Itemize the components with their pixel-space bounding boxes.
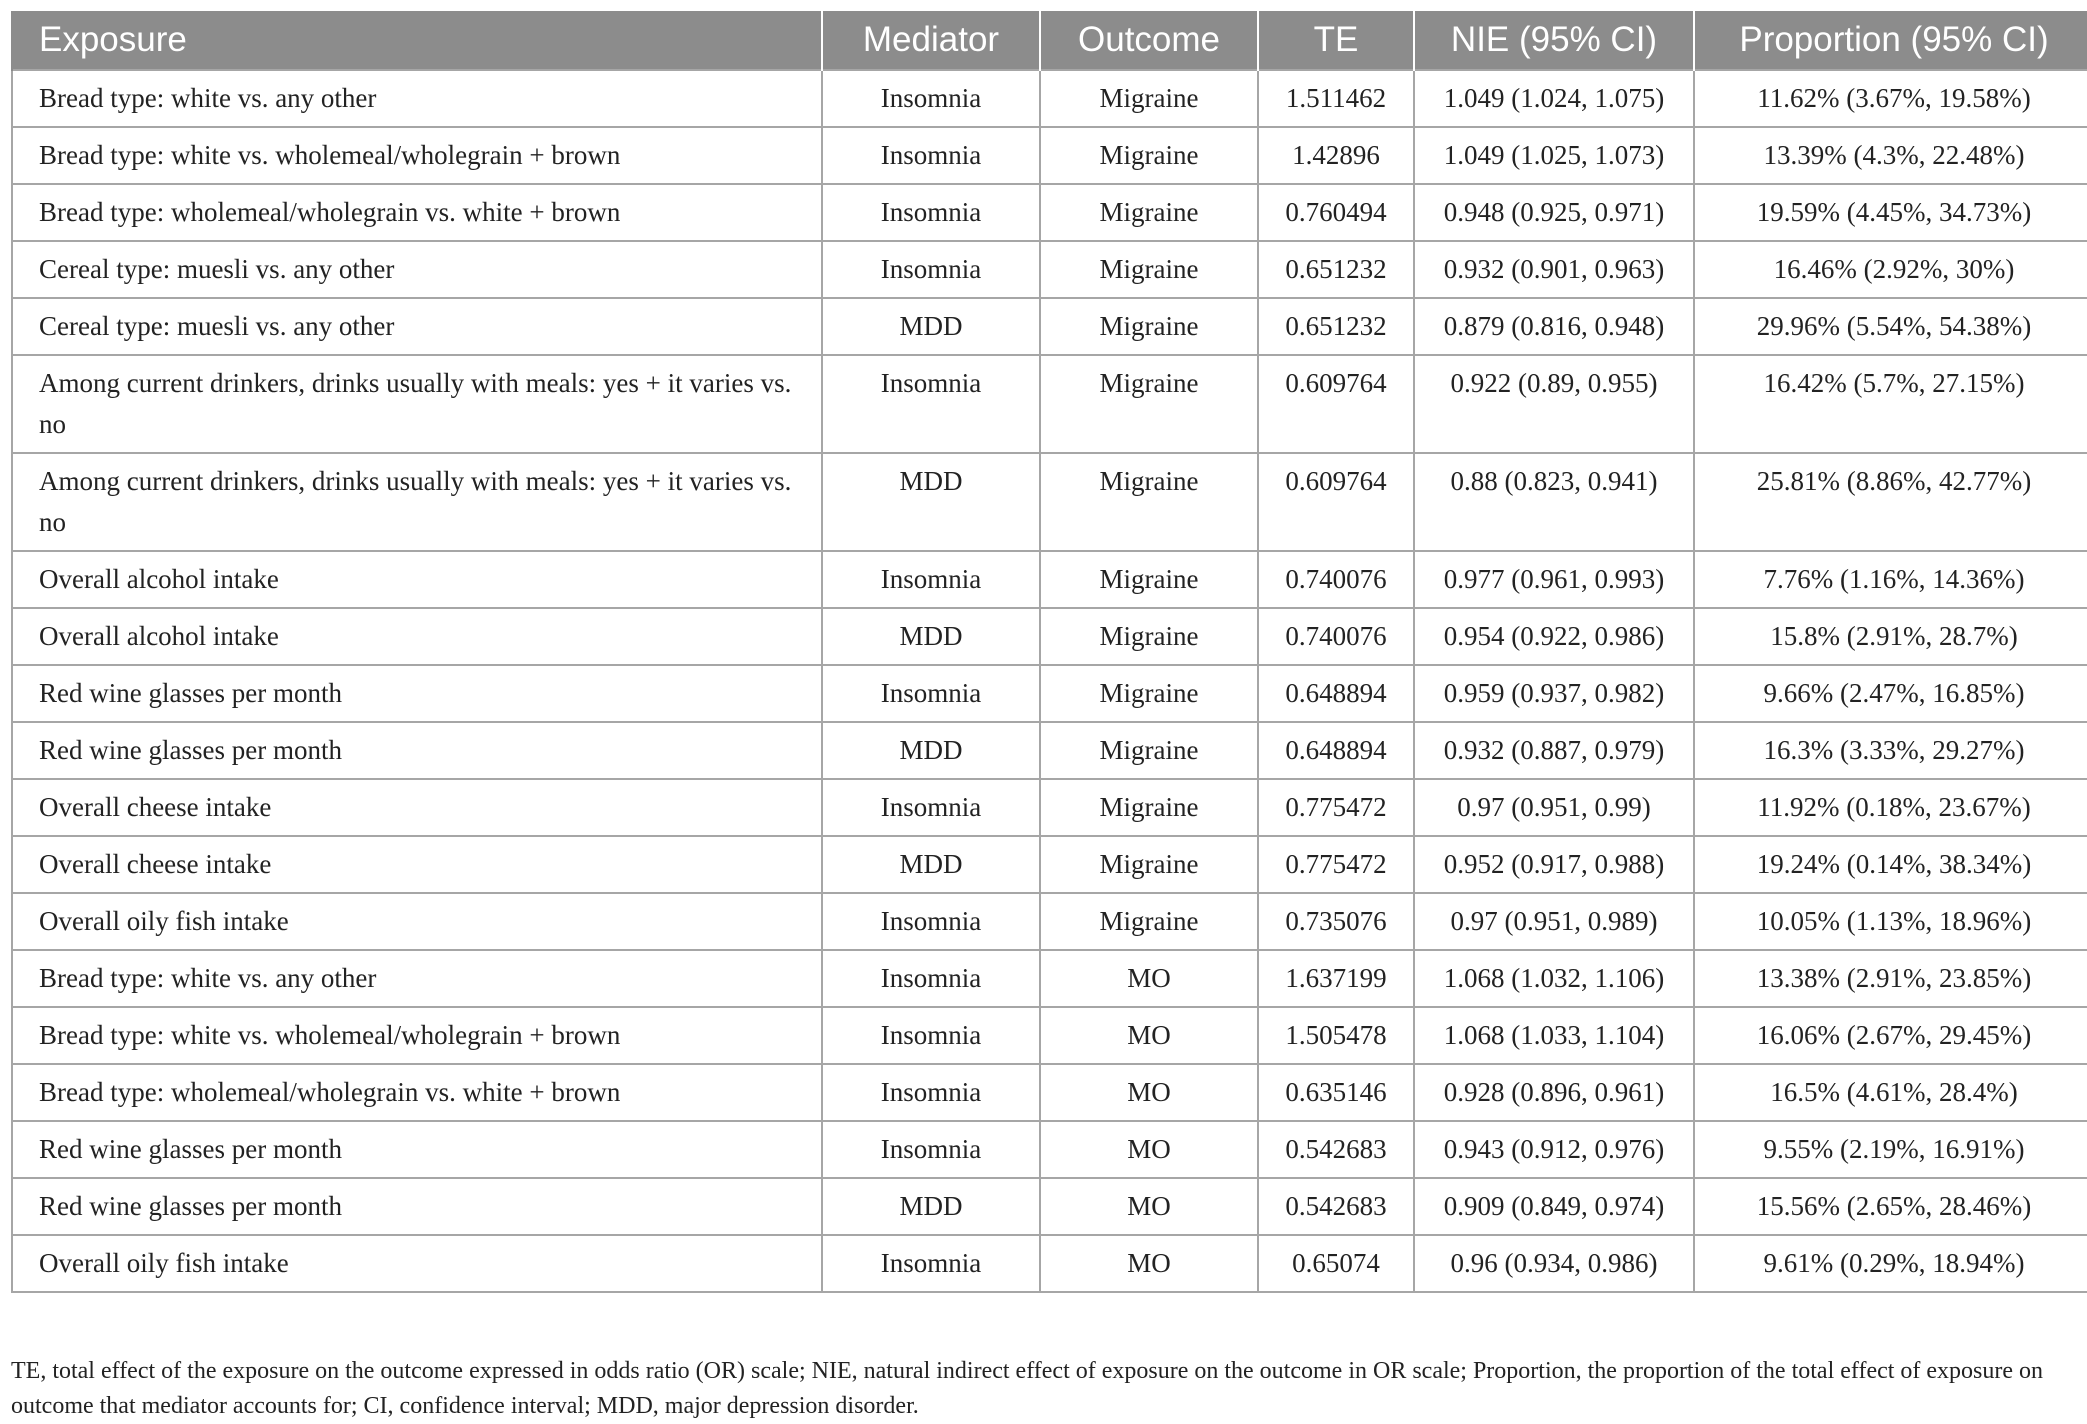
cell-outcome: Migraine xyxy=(1040,355,1258,453)
cell-nie: 0.954 (0.922, 0.986) xyxy=(1414,608,1694,665)
cell-outcome: MO xyxy=(1040,1064,1258,1121)
cell-mediator: Insomnia xyxy=(822,665,1040,722)
cell-te: 0.651232 xyxy=(1258,298,1414,355)
header-nie: NIE (95% CI) xyxy=(1414,11,1694,70)
table-row xyxy=(12,453,2087,551)
cell-exposure: Overall cheese intake xyxy=(12,779,822,836)
cell-outcome: Migraine xyxy=(1040,665,1258,722)
cell-mediator: Insomnia xyxy=(822,70,1040,127)
cell-outcome: Migraine xyxy=(1040,551,1258,608)
cell-nie: 0.932 (0.901, 0.963) xyxy=(1414,241,1694,298)
cell-mediator: Insomnia xyxy=(822,893,1040,950)
cell-nie: 0.977 (0.961, 0.993) xyxy=(1414,551,1694,608)
cell-proportion: 15.8% (2.91%, 28.7%) xyxy=(1694,608,2087,665)
table-row xyxy=(12,665,2087,722)
cell-mediator: Insomnia xyxy=(822,1235,1040,1292)
table-row xyxy=(12,298,2087,355)
table-row xyxy=(12,893,2087,950)
cell-exposure: Red wine glasses per month xyxy=(12,1178,822,1235)
cell-nie: 1.068 (1.033, 1.104) xyxy=(1414,1007,1694,1064)
table-row xyxy=(12,241,2087,298)
cell-te: 1.511462 xyxy=(1258,70,1414,127)
table-row xyxy=(12,950,2087,1007)
cell-te: 0.735076 xyxy=(1258,893,1414,950)
table-row xyxy=(12,779,2087,836)
cell-exposure: Bread type: white vs. wholemeal/wholegrain + brown xyxy=(12,127,822,184)
cell-exposure: Overall oily fish intake xyxy=(12,893,822,950)
cell-mediator: Insomnia xyxy=(822,355,1040,453)
cell-proportion: 9.66% (2.47%, 16.85%) xyxy=(1694,665,2087,722)
cell-proportion: 10.05% (1.13%, 18.96%) xyxy=(1694,893,2087,950)
cell-te: 0.65074 xyxy=(1258,1235,1414,1292)
cell-proportion: 9.55% (2.19%, 16.91%) xyxy=(1694,1121,2087,1178)
header-proportion: Proportion (95% CI) xyxy=(1694,11,2087,70)
table-header-row xyxy=(12,11,2087,70)
cell-te: 0.635146 xyxy=(1258,1064,1414,1121)
cell-outcome: MO xyxy=(1040,1235,1258,1292)
cell-nie: 0.928 (0.896, 0.961) xyxy=(1414,1064,1694,1121)
cell-te: 0.740076 xyxy=(1258,551,1414,608)
cell-te: 0.609764 xyxy=(1258,453,1414,551)
cell-nie: 0.952 (0.917, 0.988) xyxy=(1414,836,1694,893)
cell-mediator: Insomnia xyxy=(822,184,1040,241)
table-row xyxy=(12,70,2087,127)
cell-nie: 1.049 (1.024, 1.075) xyxy=(1414,70,1694,127)
cell-mediator: MDD xyxy=(822,608,1040,665)
cell-outcome: Migraine xyxy=(1040,836,1258,893)
cell-exposure: Cereal type: muesli vs. any other xyxy=(12,298,822,355)
cell-proportion: 16.3% (3.33%, 29.27%) xyxy=(1694,722,2087,779)
cell-te: 0.542683 xyxy=(1258,1178,1414,1235)
cell-proportion: 16.5% (4.61%, 28.4%) xyxy=(1694,1064,2087,1121)
cell-nie: 0.959 (0.937, 0.982) xyxy=(1414,665,1694,722)
cell-outcome: MO xyxy=(1040,1178,1258,1235)
cell-nie: 0.96 (0.934, 0.986) xyxy=(1414,1235,1694,1292)
cell-exposure: Red wine glasses per month xyxy=(12,665,822,722)
cell-exposure: Overall alcohol intake xyxy=(12,551,822,608)
table-row xyxy=(12,1235,2087,1292)
cell-nie: 0.932 (0.887, 0.979) xyxy=(1414,722,1694,779)
cell-outcome: Migraine xyxy=(1040,70,1258,127)
table-row xyxy=(12,1064,2087,1121)
cell-mediator: Insomnia xyxy=(822,1064,1040,1121)
cell-te: 0.775472 xyxy=(1258,779,1414,836)
cell-proportion: 9.61% (0.29%, 18.94%) xyxy=(1694,1235,2087,1292)
cell-mediator: MDD xyxy=(822,453,1040,551)
cell-mediator: Insomnia xyxy=(822,1121,1040,1178)
header-outcome: Outcome xyxy=(1040,11,1258,70)
cell-proportion: 13.39% (4.3%, 22.48%) xyxy=(1694,127,2087,184)
table-row xyxy=(12,722,2087,779)
cell-te: 0.740076 xyxy=(1258,608,1414,665)
cell-nie: 0.88 (0.823, 0.941) xyxy=(1414,453,1694,551)
cell-exposure: Cereal type: muesli vs. any other xyxy=(12,241,822,298)
table-row xyxy=(12,608,2087,665)
cell-exposure: Bread type: white vs. wholemeal/wholegrain + brown xyxy=(12,1007,822,1064)
cell-proportion: 29.96% (5.54%, 54.38%) xyxy=(1694,298,2087,355)
cell-outcome: Migraine xyxy=(1040,184,1258,241)
cell-mediator: MDD xyxy=(822,298,1040,355)
results-table-container xyxy=(11,11,2087,1293)
cell-te: 1.42896 xyxy=(1258,127,1414,184)
cell-outcome: Migraine xyxy=(1040,893,1258,950)
cell-outcome: Migraine xyxy=(1040,779,1258,836)
cell-nie: 0.97 (0.951, 0.989) xyxy=(1414,893,1694,950)
cell-proportion: 25.81% (8.86%, 42.77%) xyxy=(1694,453,2087,551)
table-footnote: TE, total effect of the exposure on the outcome expressed in odds ratio (OR) scale; NIE, natural indirect effect of exposure on the outcome in OR scale; Proportion, the proportion of the total effect of exposure on outcome that mediator accounts for; CI, confidence interval; MDD, major depression disorder. xyxy=(11,1358,2044,1419)
cell-outcome: Migraine xyxy=(1040,298,1258,355)
cell-outcome: MO xyxy=(1040,1121,1258,1178)
cell-mediator: Insomnia xyxy=(822,779,1040,836)
table-row xyxy=(12,127,2087,184)
cell-outcome: MO xyxy=(1040,950,1258,1007)
cell-outcome: Migraine xyxy=(1040,453,1258,551)
cell-outcome: Migraine xyxy=(1040,127,1258,184)
cell-te: 0.775472 xyxy=(1258,836,1414,893)
table-row xyxy=(12,1121,2087,1178)
cell-nie: 0.948 (0.925, 0.971) xyxy=(1414,184,1694,241)
cell-proportion: 16.42% (5.7%, 27.15%) xyxy=(1694,355,2087,453)
header-exposure: Exposure xyxy=(12,11,822,70)
cell-te: 0.648894 xyxy=(1258,722,1414,779)
header-te: TE xyxy=(1258,11,1414,70)
cell-outcome: Migraine xyxy=(1040,241,1258,298)
table-row xyxy=(12,551,2087,608)
cell-te: 0.609764 xyxy=(1258,355,1414,453)
cell-nie: 0.97 (0.951, 0.99) xyxy=(1414,779,1694,836)
cell-exposure: Overall alcohol intake xyxy=(12,608,822,665)
header-mediator: Mediator xyxy=(822,11,1040,70)
cell-nie: 1.068 (1.032, 1.106) xyxy=(1414,950,1694,1007)
cell-exposure: Bread type: white vs. any other xyxy=(12,70,822,127)
table-row xyxy=(12,355,2087,453)
cell-te: 0.542683 xyxy=(1258,1121,1414,1178)
cell-proportion: 19.59% (4.45%, 34.73%) xyxy=(1694,184,2087,241)
cell-proportion: 19.24% (0.14%, 38.34%) xyxy=(1694,836,2087,893)
table-row xyxy=(12,1007,2087,1064)
cell-proportion: 15.56% (2.65%, 28.46%) xyxy=(1694,1178,2087,1235)
cell-mediator: Insomnia xyxy=(822,1007,1040,1064)
cell-mediator: MDD xyxy=(822,722,1040,779)
cell-exposure: Bread type: wholemeal/wholegrain vs. white + brown xyxy=(12,1064,822,1121)
cell-proportion: 13.38% (2.91%, 23.85%) xyxy=(1694,950,2087,1007)
cell-exposure: Overall oily fish intake xyxy=(12,1235,822,1292)
cell-nie: 1.049 (1.025, 1.073) xyxy=(1414,127,1694,184)
cell-te: 0.648894 xyxy=(1258,665,1414,722)
cell-te: 0.651232 xyxy=(1258,241,1414,298)
table-row xyxy=(12,1178,2087,1235)
cell-proportion: 16.06% (2.67%, 29.45%) xyxy=(1694,1007,2087,1064)
cell-proportion: 11.62% (3.67%, 19.58%) xyxy=(1694,70,2087,127)
cell-exposure: Bread type: wholemeal/wholegrain vs. white + brown xyxy=(12,184,822,241)
cell-nie: 0.909 (0.849, 0.974) xyxy=(1414,1178,1694,1235)
cell-outcome: Migraine xyxy=(1040,722,1258,779)
cell-nie: 0.922 (0.89, 0.955) xyxy=(1414,355,1694,453)
cell-mediator: Insomnia xyxy=(822,551,1040,608)
cell-mediator: Insomnia xyxy=(822,127,1040,184)
cell-proportion: 16.46% (2.92%, 30%) xyxy=(1694,241,2087,298)
cell-mediator: MDD xyxy=(822,1178,1040,1235)
mediation-results-table xyxy=(11,11,2087,1293)
cell-proportion: 11.92% (0.18%, 23.67%) xyxy=(1694,779,2087,836)
cell-te: 1.505478 xyxy=(1258,1007,1414,1064)
cell-exposure: Overall cheese intake xyxy=(12,836,822,893)
cell-exposure: Red wine glasses per month xyxy=(12,1121,822,1178)
table-row xyxy=(12,836,2087,893)
cell-exposure: Among current drinkers, drinks usually with meals: yes + it varies vs. no xyxy=(12,453,822,551)
cell-nie: 0.879 (0.816, 0.948) xyxy=(1414,298,1694,355)
cell-te: 0.760494 xyxy=(1258,184,1414,241)
cell-mediator: Insomnia xyxy=(822,241,1040,298)
cell-proportion: 7.76% (1.16%, 14.36%) xyxy=(1694,551,2087,608)
cell-outcome: MO xyxy=(1040,1007,1258,1064)
cell-mediator: MDD xyxy=(822,836,1040,893)
cell-mediator: Insomnia xyxy=(822,950,1040,1007)
table-row xyxy=(12,184,2087,241)
cell-te: 1.637199 xyxy=(1258,950,1414,1007)
cell-exposure: Red wine glasses per month xyxy=(12,722,822,779)
cell-exposure: Among current drinkers, drinks usually with meals: yes + it varies vs. no xyxy=(12,355,822,453)
cell-outcome: Migraine xyxy=(1040,608,1258,665)
cell-exposure: Bread type: white vs. any other xyxy=(12,950,822,1007)
cell-nie: 0.943 (0.912, 0.976) xyxy=(1414,1121,1694,1178)
